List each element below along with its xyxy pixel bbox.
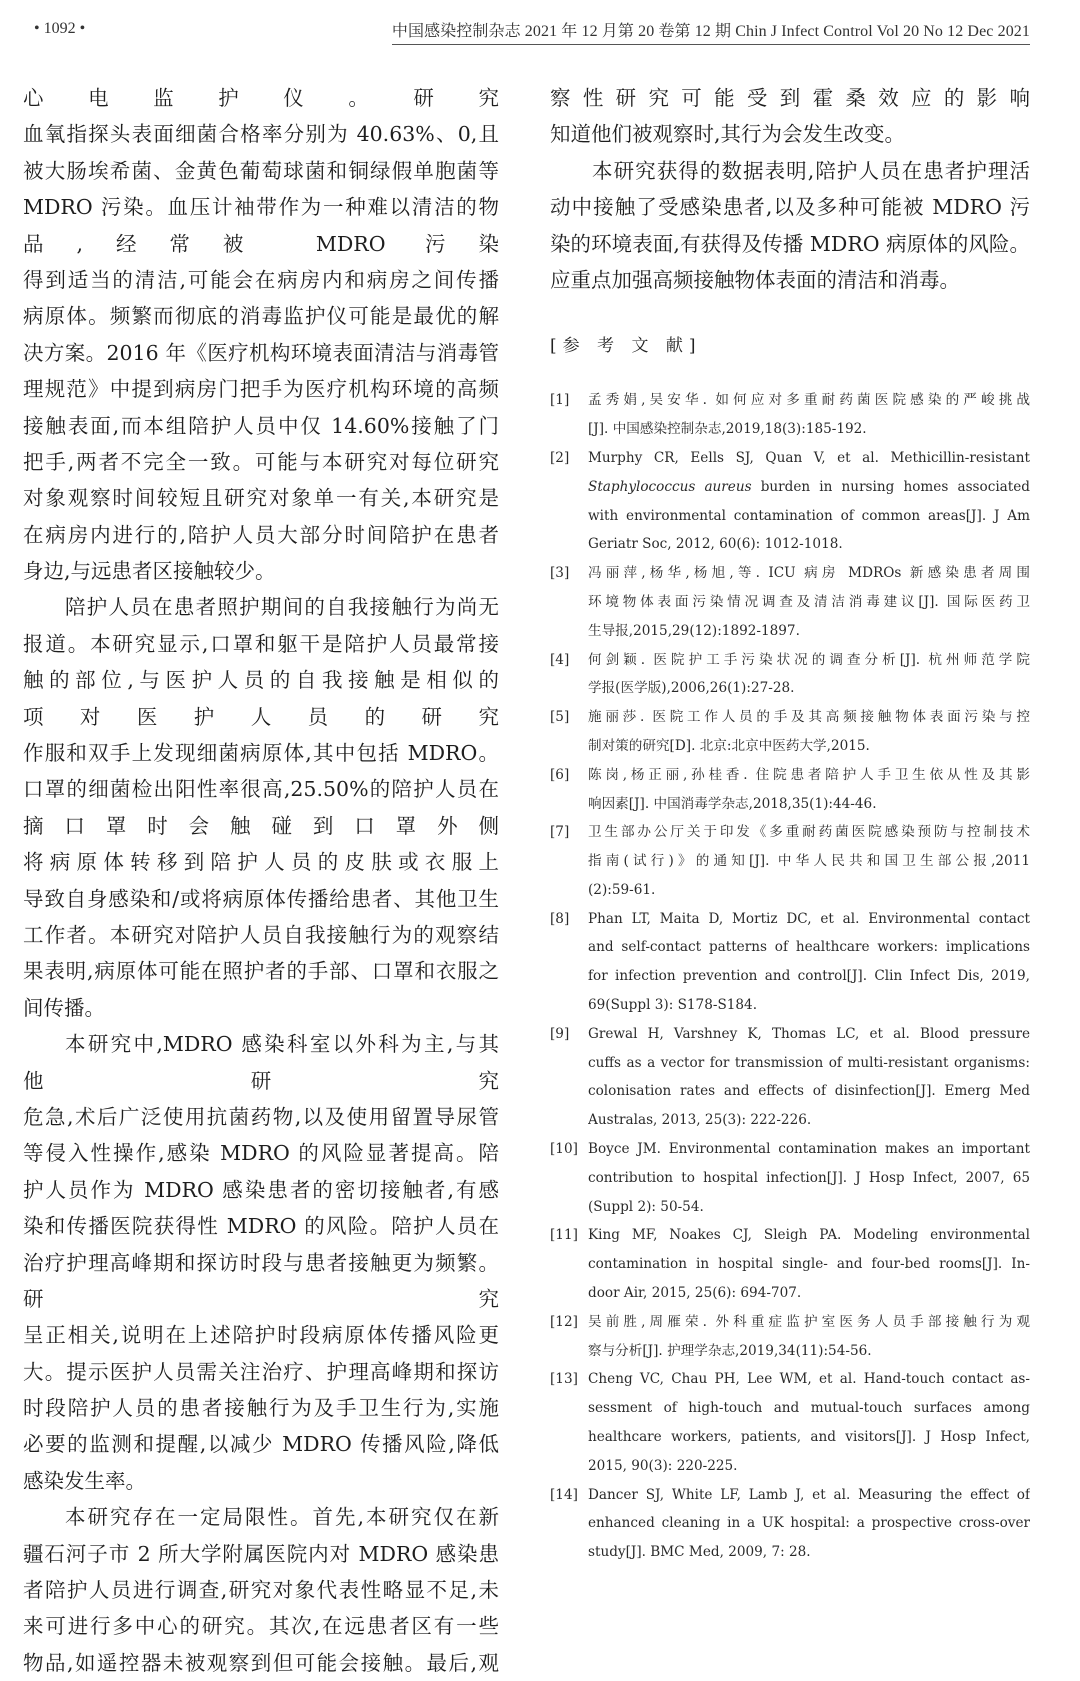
text-segment: 陪护人员在患者照护期间的自我接触行为尚无 [65, 595, 499, 620]
species-name: Staphylococcus aureus [588, 478, 752, 495]
reference-number: [8] [550, 910, 570, 927]
body-text-line [23, 1063, 499, 1099]
reference-line: sessment of high-touch and mutual-touch surfaces among [588, 1400, 1030, 1417]
text-segment: 研究 [23, 1286, 499, 1311]
reference-number: [3] [550, 565, 570, 582]
text-segment: 将病原体转移到陪护人员的皮肤或衣服上 [23, 850, 499, 875]
text-segment: 察性研究可能受到霍桑效应的影响 [550, 86, 1030, 110]
body-text-line [23, 699, 499, 735]
body-text-line [23, 408, 499, 444]
text-segment: 触的部位,与医护人员的自我接触是相似的 [23, 668, 499, 693]
body-text-line [23, 1572, 499, 1608]
body-text-line [23, 1172, 499, 1208]
body-text-line [23, 1135, 499, 1171]
text-segment: 来可进行多中心的研究。其次,在远患者区有一些 [23, 1614, 499, 1639]
reference-line: contamination in hospital single- and four-bed rooms[J]. In- [588, 1256, 1030, 1273]
body-text-line [23, 335, 499, 371]
body-text-line [23, 1026, 499, 1062]
reference-line: healthcare workers, patients, and visitors[J]. J Hosp Infect, [588, 1429, 1030, 1446]
body-text-line [23, 116, 499, 152]
reference-item [550, 703, 1030, 761]
text-segment: 病原体。频繁而彻底的消毒监护仪可能是最优的解 [23, 304, 499, 329]
text-segment: 被大肠埃希菌、金黄色葡萄球菌和铜绿假单胞菌等 [23, 158, 499, 183]
reference-line: 2015, 90(3): 220-225. [588, 1457, 738, 1474]
reference-number: [12] [550, 1313, 578, 1330]
body-text-line [23, 844, 499, 880]
reference-line: 孟秀娟,吴安华. 如何应对多重耐药菌医院感染的严峻挑战 [588, 392, 1030, 409]
reference-item [550, 1481, 1030, 1567]
reference-item [550, 1135, 1030, 1221]
text-segment: 得到适当的清洁,可能会在病房内和病房之间传播 [23, 267, 499, 292]
journal-citation-header: 中国感染控制杂志 2021 年 12 月第 20 卷第 12 期 Chin J Infect Control Vol 20 No 12 Dec 2021 [392, 18, 1030, 45]
reference-list [550, 386, 1030, 1567]
reference-line: 吴前胜,周雁荣. 外科重症监护室医务人员手部接触行为观 [588, 1313, 1030, 1330]
text-segment: 疆石河子市 2 所大学附属医院内对 MDRO 感染患 [23, 1541, 499, 1566]
reference-line: 冯丽萍,杨华,杨旭,等. ICU 病房 MDROs 新感染患者周围 [588, 565, 1030, 582]
body-text-line [550, 116, 1030, 152]
reference-number: [11] [550, 1227, 578, 1244]
body-text-line [23, 881, 499, 917]
text-segment: 血氧指探头表面细菌合格率分别为 40.63%、0,且 [23, 122, 499, 147]
reference-line: King MF, Noakes CJ, Sleigh PA. Modeling environmental [588, 1227, 1030, 1244]
text-segment: 本研究存在一定局限性。首先,本研究仅在新 [65, 1505, 499, 1530]
page-number: • 1092 • [34, 20, 86, 37]
text-segment: 身边,与远患者区接触较少。 [23, 559, 276, 584]
reference-number: [10] [550, 1141, 578, 1158]
body-text-line [23, 1536, 499, 1572]
text-segment: 接触表面,而本组陪护人员中仅 14.60%接触了门 [23, 413, 499, 438]
reference-item [550, 905, 1030, 1020]
body-text-line [23, 1245, 499, 1281]
reference-line: with environmental contamination of common areas[J]. J Am [588, 507, 1030, 524]
reference-number: [2] [550, 449, 570, 466]
body-text-line [23, 517, 499, 553]
body-text-line [550, 80, 1030, 116]
text-segment: 决方案。2016 年《医疗机构环境表面清洁与消毒管 [23, 340, 499, 365]
reference-item [550, 646, 1030, 704]
reference-number: [4] [550, 651, 570, 668]
body-text-line [23, 298, 499, 334]
references-heading: [参 考 文 献] [550, 336, 702, 357]
text-segment: 导致自身感染和/或将病原体传播给患者、其他卫生 [23, 886, 499, 911]
reference-line: 陈岗,杨正丽,孙桂香. 住院患者陪护人手卫生依从性及其影 [588, 766, 1030, 783]
body-text-line [23, 1390, 499, 1426]
body-text-line [23, 953, 499, 989]
body-text-line [23, 444, 499, 480]
text-segment: 报道。本研究显示,口罩和躯干是陪护人员最常接 [23, 631, 499, 656]
text-segment: 知道他们被观察时,其行为会发生改变。 [550, 122, 906, 147]
body-text-line [23, 1281, 499, 1317]
reference-line: Grewal H, Varshney K, Thomas LC, et al. Blood pressure [588, 1025, 1030, 1042]
reference-item [550, 1308, 1030, 1366]
text-segment: 他研究 [23, 1068, 499, 1093]
body-text-line [23, 1608, 499, 1644]
text-segment: 应重点加强高频接触物体表面的清洁和消毒。 [550, 267, 960, 292]
reference-line: and self-contact patterns of healthcare workers: implications [588, 939, 1030, 956]
text-segment: 大。提示医护人员需关注治疗、护理高峰期和探访 [23, 1359, 499, 1384]
body-text-line [23, 480, 499, 516]
text-segment: 治疗护理高峰期和探访时段与患者接触更为频繁。 [23, 1250, 499, 1275]
text-segment: 动中接触了受感染患者,以及多种可能被 MDRO 污 [550, 195, 1030, 220]
text-segment: 必要的监测和提醒,以减少 MDRO 传播风险,降低 [23, 1432, 499, 1457]
body-text-line [23, 1354, 499, 1390]
text-segment: 本研究中,MDRO 感染科室以外科为主,与其 [65, 1032, 499, 1057]
body-text-line [550, 226, 1030, 262]
body-text-line [23, 80, 499, 116]
text-segment: 间传播。 [23, 995, 105, 1020]
text-segment: 口罩的细菌检出阳性率很高,25.50%的陪护人员在 [23, 777, 499, 802]
body-text-line [23, 1208, 499, 1244]
body-text-line [23, 626, 499, 662]
text-segment: 项对医护人员的研究 [23, 704, 499, 729]
reference-item [550, 386, 1030, 444]
reference-number: [1] [550, 392, 570, 409]
reference-line: (Suppl 2): 50-54. [588, 1198, 704, 1215]
text-segment: 品,经常被 MDRO 污染 [23, 231, 499, 256]
reference-line: door Air, 2015, 25(6): 694-707. [588, 1285, 802, 1302]
reference-line: 环境物体表面污染情况调查及清洁消毒建议[J]. 国际医药卫 [588, 593, 1030, 610]
reference-number: [5] [550, 709, 570, 726]
reference-number: [9] [550, 1025, 570, 1042]
body-text-line [23, 808, 499, 844]
body-text-line [23, 1499, 499, 1535]
body-text-line [23, 1317, 499, 1353]
body-text-line [550, 189, 1030, 225]
body-text-line [23, 226, 499, 262]
body-text-line [23, 1426, 499, 1462]
reference-line: 69(Suppl 3): S178-S184. [588, 997, 758, 1014]
text-segment: 对象观察时间较短且研究对象单一有关,本研究是 [23, 486, 499, 511]
body-text-line [23, 917, 499, 953]
running-header [0, 14, 1080, 44]
reference-line: for infection prevention and control[J]. Clin Infect Dis, 2019, [588, 968, 1030, 985]
body-text-line [23, 1463, 499, 1499]
body-text-line [23, 990, 499, 1026]
text-segment: 工作者。本研究对陪护人员自我接触行为的观察结 [23, 922, 499, 947]
reference-number: [7] [550, 824, 570, 841]
reference-line: 察与分析[J]. 护理学杂志,2019,34(11):54-56. [588, 1342, 872, 1359]
text-segment: 呈正相关,说明在上述陪护时段病原体传播风险更 [23, 1323, 499, 1348]
reference-line: 生导报,2015,29(12):1892-1897. [588, 622, 800, 639]
reference-line: [J]. 中国感染控制杂志,2019,18(3):185-192. [588, 421, 867, 438]
reference-line: Phan LT, Maita D, Mortiz DC, et al. Environmental contact [588, 910, 1030, 927]
text-segment: 作服和双手上发现细菌病原体,其中包括 MDRO。 [23, 741, 499, 766]
reference-line: 卫生部办公厅关于印发《多重耐药菌医院感染预防与控制技术 [588, 824, 1030, 841]
right-column [550, 80, 1030, 1567]
reference-line: 施丽莎. 医院工作人员的手及其高频接触物体表面污染与控 [588, 709, 1030, 726]
reference-line: 何剑颖. 医院护工手污染状况的调查分析[J]. 杭州师范学院 [588, 651, 1030, 668]
text-segment: 感染发生率。 [23, 1468, 146, 1493]
text-segment: 把手,两者不完全一致。可能与本研究对每位研究 [23, 449, 499, 474]
text-segment: 心电监护仪。研究 [23, 86, 499, 110]
text-segment: 者陪护人员进行调查,研究对象代表性略显不足,未 [23, 1578, 499, 1603]
text-segment: 时段陪护人员的患者接触行为及手卫生行为,实施 [23, 1396, 499, 1421]
text-segment: 染的环境表面,有获得及传播 MDRO 病原体的风险。 [550, 231, 1030, 256]
reference-line: 学报(医学版),2006,26(1):27-28. [588, 680, 795, 697]
reference-item [550, 761, 1030, 819]
reference-line: enhanced cleaning in a UK hospital: a prospective cross-over [588, 1515, 1030, 1532]
reference-line: Australas, 2013, 25(3): 222-226. [588, 1112, 812, 1129]
body-text-line [23, 189, 499, 225]
text-segment: 等侵入性操作,感染 MDRO 的风险显著提高。陪 [23, 1141, 499, 1166]
text-segment: MDRO 污染。血压计袖带作为一种难以清洁的物 [23, 195, 499, 220]
body-text-line [23, 553, 499, 589]
text-segment: 理规范》中提到病房门把手为医疗机构环境的高频 [23, 377, 499, 402]
reference-line: 指南(试行)》的通知[J]. 中华人民共和国卫生部公报,2011 [588, 853, 1030, 870]
reference-line: Cheng VC, Chau PH, Lee WM, et al. Hand-touch contact as- [588, 1371, 1030, 1388]
reference-line: (2):59-61. [588, 881, 656, 898]
body-text-line [23, 262, 499, 298]
reference-line: 制对策的研究[D]. 北京:北京中医药大学,2015. [588, 737, 870, 754]
text-segment: 护人员作为 MDRO 感染患者的密切接触者,有感 [23, 1177, 499, 1202]
reference-item [550, 1020, 1030, 1135]
reference-number: [14] [550, 1486, 578, 1503]
body-text-line [23, 1099, 499, 1135]
text-segment: 染和传播医院获得性 MDRO 的风险。陪护人员在 [23, 1214, 499, 1239]
body-text-line [550, 262, 1030, 298]
reference-line: study[J]. BMC Med, 2009, 7: 28. [588, 1544, 811, 1561]
reference-line: contribution to hospital infection[J]. J Hosp Infect, 2007, 65 [588, 1169, 1030, 1186]
reference-line: Staphylococcus aureus burden in nursing homes associated [588, 478, 1030, 495]
body-text-line [23, 153, 499, 189]
body-text-line [23, 735, 499, 771]
reference-number: [13] [550, 1371, 578, 1388]
left-column [23, 80, 499, 1681]
reference-line: Boyce JM. Environmental contamination makes an important [588, 1141, 1030, 1158]
body-text-line [23, 662, 499, 698]
body-text-line [23, 771, 499, 807]
body-text-line [23, 589, 499, 625]
text-segment: 危急,术后广泛使用抗菌药物,以及使用留置导尿管 [23, 1104, 499, 1129]
reference-item [550, 1221, 1030, 1307]
reference-item [550, 444, 1030, 559]
reference-item [550, 818, 1030, 904]
text-segment: 摘口罩时会触碰到口罩外侧 [23, 813, 499, 838]
body-text-line [23, 1645, 499, 1681]
reference-item [550, 1365, 1030, 1480]
body-text-line [23, 371, 499, 407]
reference-line: 响因素[J]. 中国消毒学杂志,2018,35(1):44-46. [588, 795, 877, 812]
reference-item [550, 559, 1030, 645]
reference-line: cuffs as a vector for transmission of multi-resistant organisms: [588, 1054, 1030, 1071]
text-segment: 物品,如遥控器未被观察到但可能会接触。最后,观 [23, 1650, 499, 1675]
reference-line: Murphy CR, Eells SJ, Quan V, et al. Methicillin-resistant [588, 449, 1030, 466]
reference-line: Dancer SJ, White LF, Lamb J, et al. Measuring the effect of [588, 1486, 1030, 1503]
reference-number: [6] [550, 766, 570, 783]
text-segment: 果表明,病原体可能在照护者的手部、口罩和衣服之 [23, 959, 499, 984]
body-text-line [550, 153, 1030, 189]
conclusion-text [550, 80, 1030, 298]
text-segment: 本研究获得的数据表明,陪护人员在患者护理活 [592, 158, 1030, 183]
reference-line: colonisation rates and effects of disinfection[J]. Emerg Med [588, 1083, 1030, 1100]
reference-line: Geriatr Soc, 2012, 60(6): 1012-1018. [588, 536, 843, 553]
text-segment: 在病房内进行的,陪护人员大部分时间陪护在患者 [23, 522, 499, 547]
